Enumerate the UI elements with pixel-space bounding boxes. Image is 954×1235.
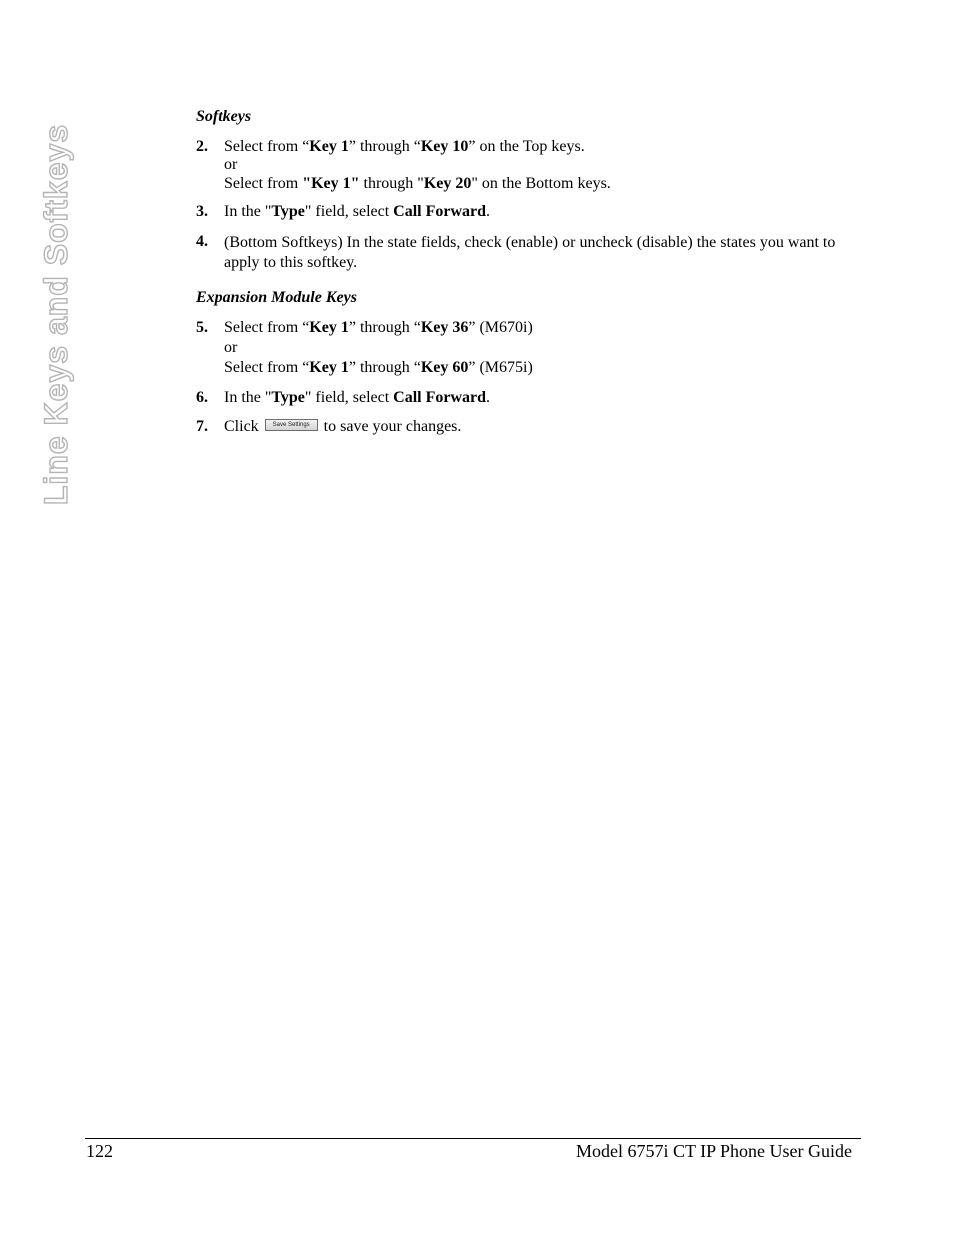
step-line [224,389,856,407]
page-number: 122 [86,1141,113,1161]
save-settings-button[interactable]: Save Settings [265,419,318,431]
text: ” through “ [348,138,421,155]
step-body: (Bottom Softkeys) In the state fields, check (enable) or uncheck (disable) the states you want to apply to this softkey. [224,234,836,271]
text: Select from “ [224,319,310,336]
step-7 [196,418,856,436]
text: Select from [224,175,303,192]
step-3 [196,203,856,221]
bold-key: Key 1 [309,319,349,336]
step-2 [196,138,856,193]
step-number: 3. [196,203,208,220]
text: . [486,389,491,406]
bold-key: Key 1 [309,138,349,155]
step-body [224,319,856,377]
text: ” on the Top keys. [468,138,585,155]
bold-key: Key 10 [420,138,469,155]
bold-option: Call Forward [393,203,487,220]
or-separator: or [224,339,238,356]
text: Select from “ [224,359,310,376]
bold-key: Key 60 [420,359,469,376]
step-5 [196,319,856,377]
guide-title: Model 6757i CT IP Phone User Guide [576,1141,852,1161]
step-line [224,203,856,221]
step-number: 5. [196,319,208,336]
text: In the " [224,203,272,220]
bold-key: "Key 1" [302,175,360,192]
side-tab [40,108,74,520]
step-number: 6. [196,389,208,406]
step-4 [196,233,856,273]
text: " on the Bottom keys. [471,175,611,192]
step-body [224,203,856,221]
side-tab-label: Line Keys and Softkeys [38,123,75,505]
text: " field, select [304,389,394,406]
bold-key: Key 1 [309,359,349,376]
text: ” through “ [348,319,421,336]
text: to save your changes. [323,418,462,435]
step-number: 2. [196,138,208,155]
step-line [224,359,856,377]
bold-field: Type [271,203,305,220]
text: ” through “ [348,359,421,376]
expansion-heading: Expansion Module Keys [196,289,357,306]
text: . [486,203,491,220]
bold-key: Key 20 [423,175,472,192]
bold-field: Type [271,389,305,406]
bold-key: Key 36 [420,319,469,336]
text: In the " [224,389,272,406]
softkeys-heading: Softkeys [196,108,252,125]
footer-divider [85,1138,861,1139]
text: ” (M670i) [468,319,533,336]
or-separator: or [224,156,238,173]
step-number: 4. [196,233,208,250]
bold-option: Call Forward [393,389,487,406]
step-6 [196,389,856,407]
text: Select from “ [224,138,310,155]
step-body [224,418,856,436]
step-body [224,389,856,407]
text: ” (M675i) [468,359,533,376]
step-line [224,319,856,337]
step-number: 7. [196,418,208,435]
text: " field, select [304,203,394,220]
text: Click [224,418,259,435]
step-body [224,138,856,193]
text: through " [359,175,424,192]
step-line [224,175,856,193]
step-line [224,138,856,156]
